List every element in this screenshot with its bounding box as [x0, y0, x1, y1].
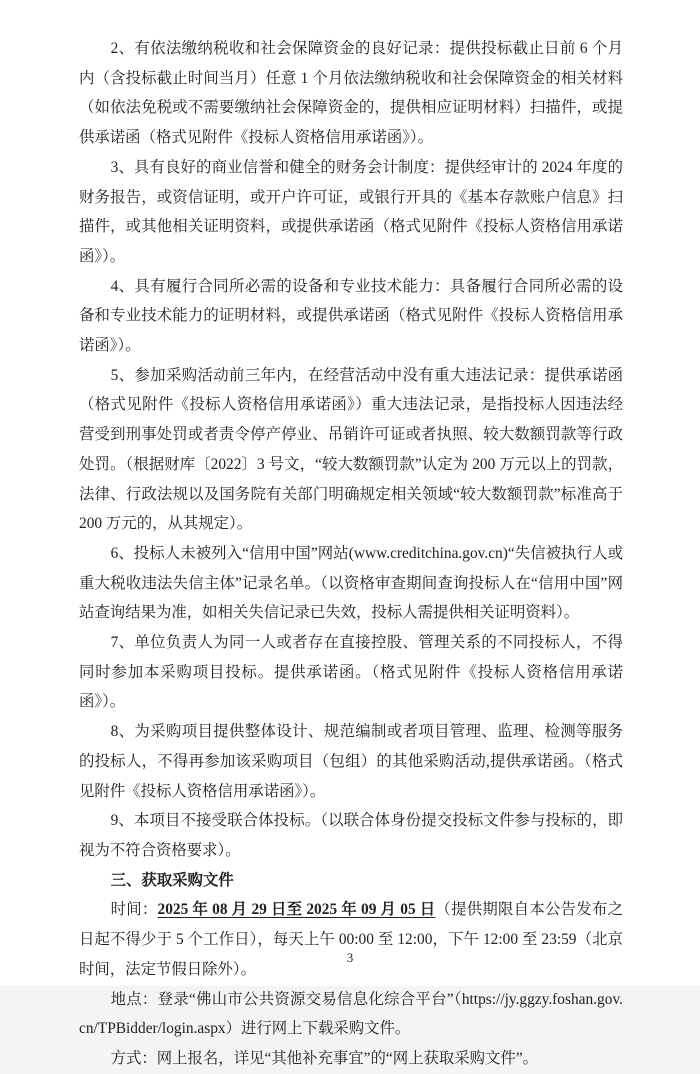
text-segment: 方式：网上报名，详见“其他补充事宜”的“网上获取采购文件”。	[110, 1049, 539, 1067]
text-segment: （提供期限自本公告发布之日起不得少于 5 个工作日），每天上午 00:00 至 12:00，下午 12:00 至 23:59（北京时间，法定节假日除外）。	[79, 901, 623, 978]
text-segment: 8、为采购项目提供整体设计、规范编制或者项目管理、监理、检测等服务的投标人，不得再参加该采购项目（包组）的其他采购活动,提供承诺函。（格式见附件《投标人资格信用承诺函》）。	[79, 723, 623, 800]
text-segment: 3、具有良好的商业信誉和健全的财务会计制度：提供经审计的 2024 年度的财务报告，或资信证明，或开户许可证，或银行开具的《基本存款账户信息》扫描件，或其他相关证明资料，或提供承诺函（格式见附件《投标人资格信用承诺函》）。	[79, 158, 623, 265]
document-paragraph	[79, 985, 623, 1044]
text-segment: 5、参加采购活动前三年内，在经营活动中没有重大违法记录：提供承诺函（格式见附件《投标人资格信用承诺函》）重大违法记录，是指投标人因违法经营受到刑事处罚或者责令停产停业、吊销许可证或者执照、较大数额罚款等行政处罚。（根据财库〔2022〕3 号文，“较大数额罚款”认定为 200 万元以上的罚款，法律、行政法规以及国务院有关部门明确规定相关领域“较大数额罚款”标准高于 200 万元的，从其规定）。	[79, 366, 623, 533]
text-segment: 4、具有履行合同所必需的设备和专业技术能力：具备履行合同所必需的设备和专业技术能力的证明材料，或提供承诺函（格式见附件《投标人资格信用承诺函》）。	[79, 277, 623, 355]
section-heading	[79, 866, 623, 896]
text-segment: 2、有依法缴纳税收和社会保障资金的良好记录：提供投标截止日前 6 个月内（含投标截止时间当月）任意 1 个月依法缴纳税收和社会保障资金的相关材料（如依法免税或不需要缴纳社会保障资金的，提供相应证明材料）扫描件，或提供承诺函（格式见附件《投标人资格信用承诺函》）。	[79, 40, 623, 147]
text-segment: 9、本项目不接受联合体投标。（以联合体身份提交投标文件参与投标的，即视为不符合资格要求）。	[79, 812, 623, 859]
document-paragraph	[79, 1044, 623, 1074]
text-segment: 三、获取采购文件	[110, 871, 234, 889]
document-paragraph	[79, 272, 623, 361]
document-paragraph	[79, 539, 623, 628]
document-paragraph	[79, 153, 623, 272]
document-body	[79, 34, 623, 1074]
document-paragraph	[79, 361, 623, 539]
text-segment: 6、投标人未被列入“信用中国”网站(www.creditchina.gov.cn)“失信被执行人或重大税收违法失信主体”记录名单。（以资格审查期间查询投标人在“信用中国”网站查询结果为准，如相关失信记录已失效，投标人需提供相关证明资料）。	[79, 544, 623, 622]
document-paragraph	[79, 628, 623, 717]
page-number: 3	[346, 950, 354, 965]
document-paragraph	[79, 806, 623, 865]
document-paragraph	[79, 717, 623, 806]
text-segment: 地点：登录“佛山市公共资源交易信息化综合平台”（https://jy.ggzy.foshan.gov.cn/TPBidder/login.aspx）进行网上下载采购文件。	[79, 990, 623, 1038]
text-segment: 7、单位负责人为同一人或者存在直接控股、管理关系的不同投标人，不得同时参加本采购项目投标。提供承诺函。（格式见附件《投标人资格信用承诺函》）。	[79, 634, 623, 711]
text-segment: 时间：	[110, 901, 158, 919]
text-segment: 2025 年 08 月 29 日至 2025 年 09 月 05 日	[157, 901, 436, 919]
document-paragraph	[79, 895, 623, 984]
document-paragraph	[79, 34, 623, 153]
